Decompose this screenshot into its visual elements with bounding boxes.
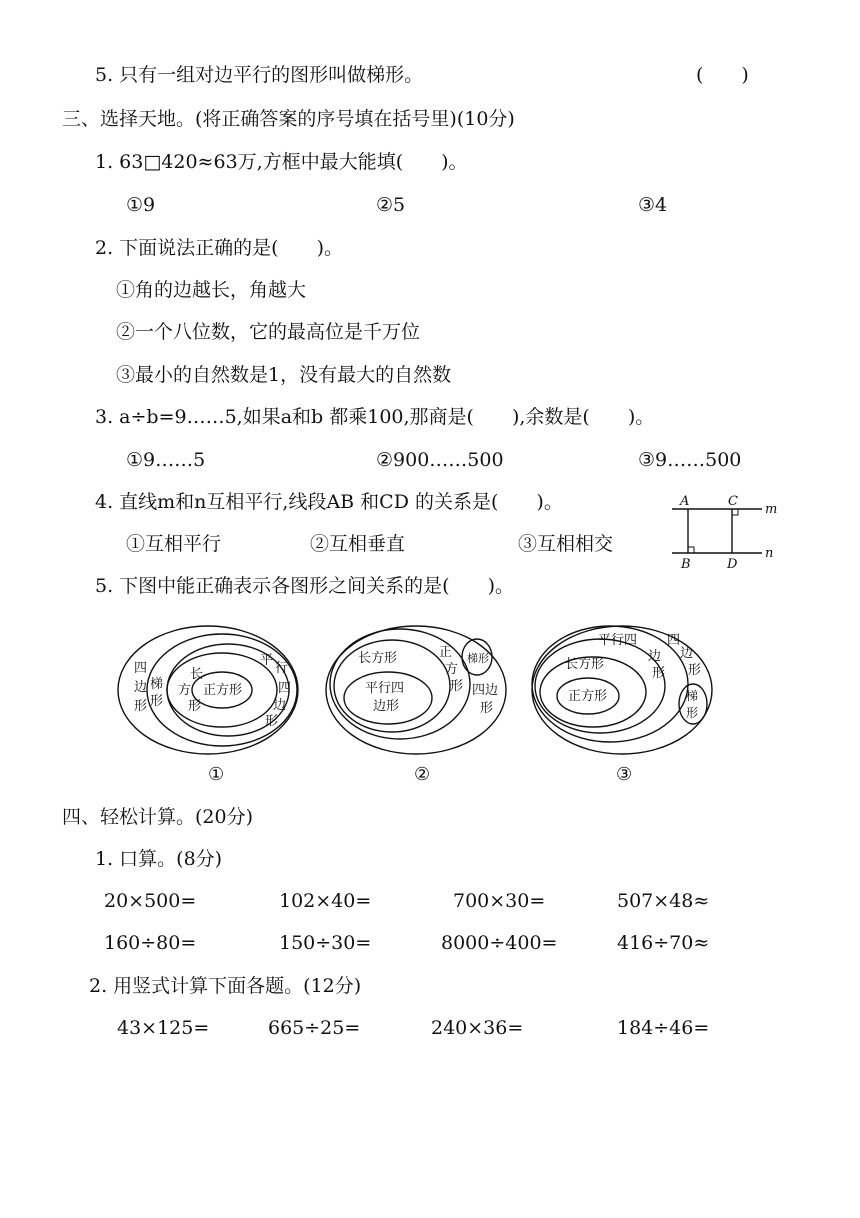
q4-stem: 4. 直线m和n互相平行,线段AB 和CD 的关系是( )。	[95, 491, 563, 513]
q5-stem: 5. 下图中能正确表示各图形之间关系的是( )。	[95, 575, 514, 597]
q2-option-1[interactable]: ①角的边越长，角越大	[116, 279, 307, 301]
q3-option-3[interactable]: ③9……500	[638, 449, 742, 471]
d1-para-char-2: 行	[275, 661, 289, 676]
point-d-label: D	[727, 557, 738, 572]
q4-option-1[interactable]: ①互相平行	[126, 533, 222, 555]
calc-6: 150÷30=	[279, 932, 372, 954]
d2-sq-char-1: 正	[439, 645, 453, 660]
section3-heading: 三、选择天地。(将正确答案的序号填在括号里)(10分)	[62, 108, 515, 130]
q1-option-1[interactable]: ①9	[126, 194, 156, 216]
d2-quad-line2: 形	[480, 701, 494, 716]
d3-trap-char-1: 梯	[686, 689, 699, 703]
d3-square-label: 正方形	[568, 689, 608, 704]
q2-option-2[interactable]: ②一个八位数，它的最高位是千万位	[116, 321, 421, 343]
d1-inner-square: 正方形	[203, 683, 243, 698]
d3-quad-char-3: 形	[688, 663, 702, 678]
d1-rect-char-2: 方	[178, 683, 192, 698]
d2-quad-line1: 四边	[472, 683, 499, 698]
q1-option-3[interactable]: ③4	[638, 194, 668, 216]
d1-quad-char-1: 四	[134, 661, 148, 676]
d2-para-line2: 边形	[373, 699, 400, 714]
statement-5: 5. 只有一组对边平行的图形叫做梯形。	[95, 64, 424, 86]
d1-number: ①	[208, 764, 225, 785]
point-c-label: C	[728, 494, 738, 509]
vertical-calc-title: 2. 用竖式计算下面各题。(12分)	[89, 975, 362, 997]
d3-rect-label: 长方形	[565, 657, 605, 672]
d1-quad-char-3: 形	[134, 699, 148, 714]
q3-stem: 3. a÷b=9……5,如果a和b 都乘100,那商是( ),余数是( )。	[95, 406, 655, 428]
calc-8: 416÷70≈	[617, 932, 710, 954]
q3-option-2[interactable]: ②900……500	[376, 449, 504, 471]
q2-option-3[interactable]: ③最小的自然数是1，没有最大的自然数	[116, 364, 452, 386]
d2-sq-char-2: 方	[445, 662, 459, 677]
vcalc-4: 184÷46=	[617, 1017, 710, 1039]
q3-option-1[interactable]: ①9……5	[126, 449, 206, 471]
q4-option-3[interactable]: ③互相相交	[518, 533, 614, 555]
calc-3: 700×30=	[453, 890, 546, 912]
d3-para-char-5: 形	[652, 666, 666, 681]
section4-heading: 四、轻松计算。(20分)	[62, 806, 254, 828]
d3-para-line1: 平行四	[598, 633, 638, 648]
calc-7: 8000÷400=	[441, 932, 558, 954]
d1-quad-char-2: 边	[134, 680, 148, 695]
d2-sq-char-3: 形	[450, 679, 464, 694]
point-b-label: B	[681, 557, 691, 572]
calc-5: 160÷80=	[104, 932, 197, 954]
calc-4: 507×48≈	[617, 890, 710, 912]
d2-trap-label: 梯形	[467, 652, 489, 665]
calc-1: 20×500=	[104, 890, 197, 912]
d1-para-char-1: 平	[260, 653, 274, 668]
venn-diagrams	[110, 612, 730, 787]
d3-para-char-4: 边	[648, 649, 662, 664]
d1-rect-char-3: 形	[188, 699, 202, 714]
d3-trap-char-2: 形	[686, 706, 699, 720]
line-m-label: m	[765, 502, 778, 517]
calc-2: 102×40=	[279, 890, 372, 912]
d3-quad-char-1: 四	[667, 633, 681, 648]
d3-number: ③	[616, 764, 633, 785]
q2-stem: 2. 下面说法正确的是( )。	[95, 237, 343, 259]
d1-rect-char-1: 长	[190, 667, 204, 682]
mental-math-title: 1. 口算。(8分)	[95, 848, 223, 870]
answer-paren[interactable]: ( )	[696, 64, 749, 86]
d1-trap-char-1: 梯	[150, 677, 164, 692]
vcalc-3: 240×36=	[431, 1017, 524, 1039]
q1-stem: 1. 63□420≈63万,方框中最大能填( )。	[95, 151, 468, 173]
parallel-lines-figure	[668, 492, 780, 572]
d1-para-char-4: 边	[273, 698, 287, 713]
d2-para-line1: 平行四	[365, 681, 405, 696]
vcalc-1: 43×125=	[117, 1017, 210, 1039]
line-n-label: n	[765, 546, 774, 561]
d2-number: ②	[414, 764, 431, 785]
d1-para-char-5: 形	[265, 714, 279, 729]
d2-rect-label: 长方形	[358, 651, 398, 666]
point-a-label: A	[680, 494, 690, 509]
q1-option-2[interactable]: ②5	[376, 194, 406, 216]
d1-para-char-3: 四	[278, 681, 292, 696]
d1-trap-char-2: 形	[150, 694, 164, 709]
q4-option-2[interactable]: ②互相垂直	[310, 533, 406, 555]
vcalc-2: 665÷25=	[268, 1017, 361, 1039]
d3-quad-char-2: 边	[680, 646, 694, 661]
